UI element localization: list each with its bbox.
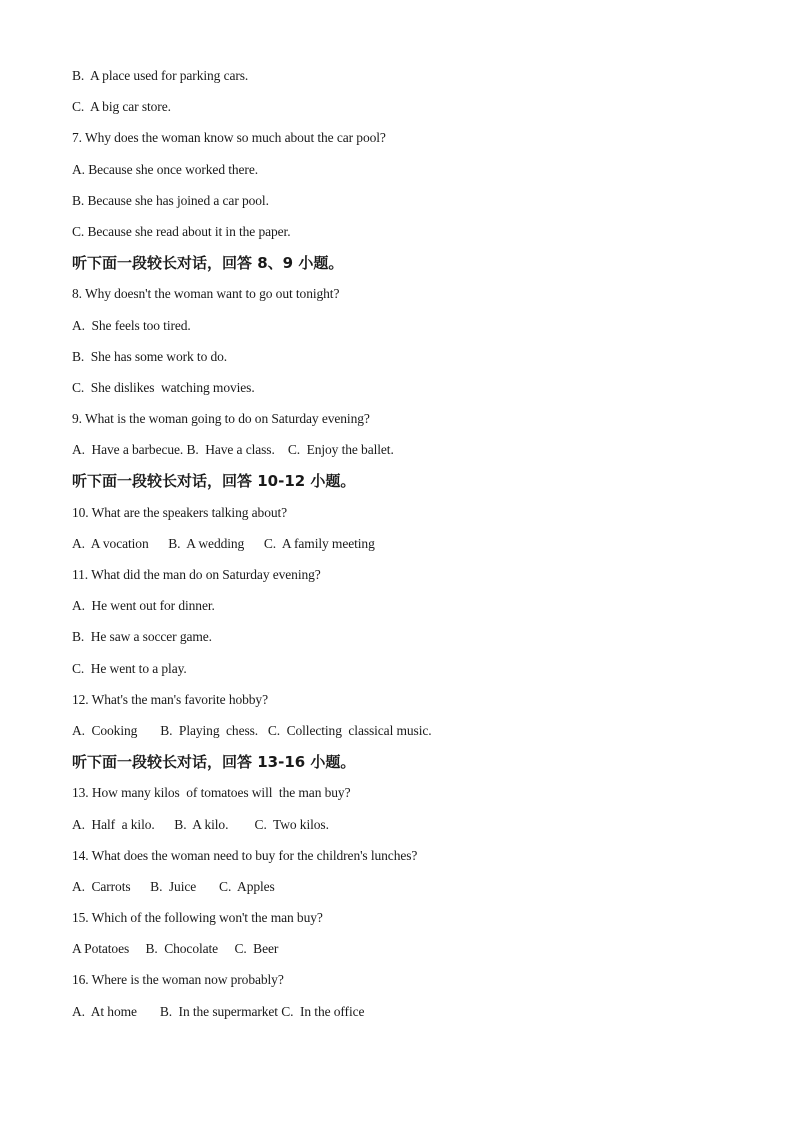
section-heading: 听下面一段较长对话，回答 8、9 小题。 xyxy=(72,254,344,273)
option-line: A. He went out for dinner. xyxy=(72,598,215,614)
question-line: 7. Why does the woman know so much about the car pool? xyxy=(72,130,386,146)
question-line: 14. What does the woman need to buy for the children's lunches? xyxy=(72,847,418,863)
option-line: B. Because she has joined a car pool. xyxy=(72,192,269,208)
option-line: B. She has some work to do. xyxy=(72,348,228,364)
option-line: A. Cooking B. Playing chess. C. Collecting classical music. xyxy=(72,722,432,738)
option-line: A. Carrots B. Juice C. Apples xyxy=(72,878,275,894)
section-heading: 听下面一段较长对话，回答 13-16 小题。 xyxy=(72,753,356,772)
option-line: A. Have a barbecue. B. Have a class. C. Enjoy the ballet. xyxy=(72,442,394,458)
document-page xyxy=(72,66,732,1033)
option-line: A. Because she once worked there. xyxy=(72,161,258,177)
option-line: B. He saw a soccer game. xyxy=(72,629,212,645)
question-line: 8. Why doesn't the woman want to go out tonight? xyxy=(72,286,340,302)
option-line: A. Half a kilo. B. A kilo. C. Two kilos. xyxy=(72,816,329,832)
question-line: 13. How many kilos of tomatoes will the man buy? xyxy=(72,785,351,801)
question-line: 10. What are the speakers talking about? xyxy=(72,504,288,520)
option-line: A. She feels too tired. xyxy=(72,317,191,333)
question-line: 16. Where is the woman now probably? xyxy=(72,972,284,988)
option-line: A. At home B. In the supermarket C. In the office xyxy=(72,1003,365,1019)
option-line: C. She dislikes watching movies. xyxy=(72,379,255,395)
option-line: A. A vocation B. A wedding C. A family meeting xyxy=(72,535,375,551)
question-line: 15. Which of the following won't the man buy? xyxy=(72,910,323,926)
question-line: 11. What did the man do on Saturday evening? xyxy=(72,567,321,582)
section-heading: 听下面一段较长对话，回答 10-12 小题。 xyxy=(72,472,356,491)
question-line: 9. What is the woman going to do on Saturday evening? xyxy=(72,411,370,427)
option-line: C. He went to a play. xyxy=(72,660,187,676)
option-line: B. A place used for parking cars. xyxy=(72,68,249,83)
option-line: C. A big car store. xyxy=(72,99,171,115)
question-line: 12. What's the man's favorite hobby? xyxy=(72,691,268,707)
option-line: A Potatoes B. Chocolate C. Beer xyxy=(72,941,279,957)
option-line: C. Because she read about it in the paper. xyxy=(72,223,291,239)
